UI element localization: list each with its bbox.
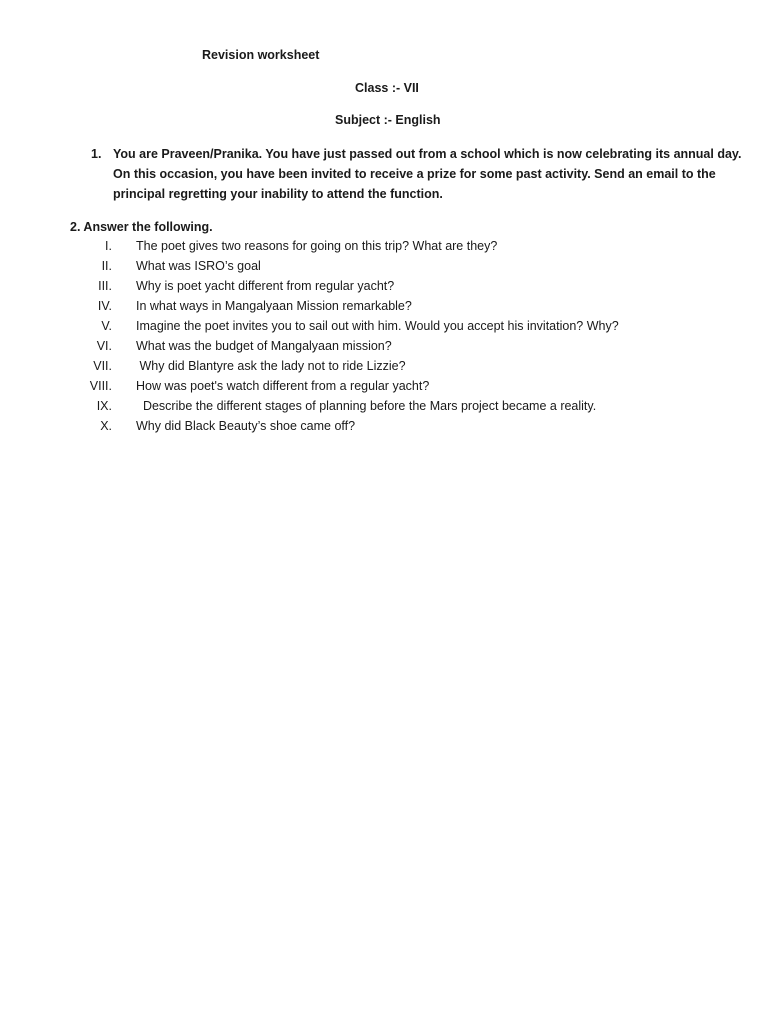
list-item — [0, 340, 768, 356]
roman-numeral: VIII. — [89, 379, 112, 393]
list-item — [0, 300, 768, 316]
question-1-text-line: On this occasion, you have been invited to receive a prize for some past activity. Send an email to the — [113, 167, 716, 181]
list-item — [0, 420, 768, 436]
question-text: Why is poet yacht different from regular yacht? — [136, 279, 395, 293]
subject-line: Subject :- English — [335, 113, 441, 127]
roman-numeral: IX. — [96, 399, 112, 413]
question-text: How was poet's watch different from a regular yacht? — [136, 379, 430, 393]
list-item — [0, 260, 768, 276]
question-text: What was ISRO’s goal — [136, 259, 261, 273]
list-item — [0, 320, 768, 336]
question-text: In what ways in Mangalyaan Mission remarkable? — [136, 299, 412, 313]
question-text: Why did Black Beauty’s shoe came off? — [136, 419, 356, 433]
worksheet-title: Revision worksheet — [202, 48, 320, 62]
roman-numeral: VI. — [96, 339, 112, 353]
list-item — [0, 380, 768, 396]
list-item — [0, 400, 768, 416]
roman-numeral: IV. — [97, 299, 112, 313]
question-text: What was the budget of Mangalyaan mission? — [136, 339, 392, 353]
question-1-text-line: You are Praveen/Pranika. You have just passed out from a school which is now celebrating its annual day. — [113, 147, 742, 161]
roman-numeral: II. — [101, 259, 112, 273]
class-line: Class :- VII — [355, 81, 419, 95]
question-1-number: 1. — [91, 147, 102, 161]
roman-numeral: V. — [101, 319, 112, 333]
question-text: Why did Blantyre ask the lady not to ride Lizzie? — [136, 359, 406, 373]
roman-numeral: VII. — [93, 359, 112, 373]
list-item — [0, 240, 768, 256]
question-text: Describe the different stages of planning before the Mars project became a reality. — [136, 399, 597, 413]
roman-numeral: III. — [98, 279, 112, 293]
question-text: Imagine the poet invites you to sail out with him. Would you accept his invitation? Why? — [136, 319, 619, 333]
question-1-text-line: principal regretting your inability to attend the function. — [113, 187, 443, 201]
roman-numeral: X. — [100, 419, 112, 433]
question-text: The poet gives two reasons for going on this trip? What are they? — [136, 239, 498, 253]
question-2-heading: 2. Answer the following. — [70, 220, 213, 234]
roman-numeral: I. — [105, 239, 112, 253]
list-item — [0, 280, 768, 296]
list-item — [0, 360, 768, 376]
